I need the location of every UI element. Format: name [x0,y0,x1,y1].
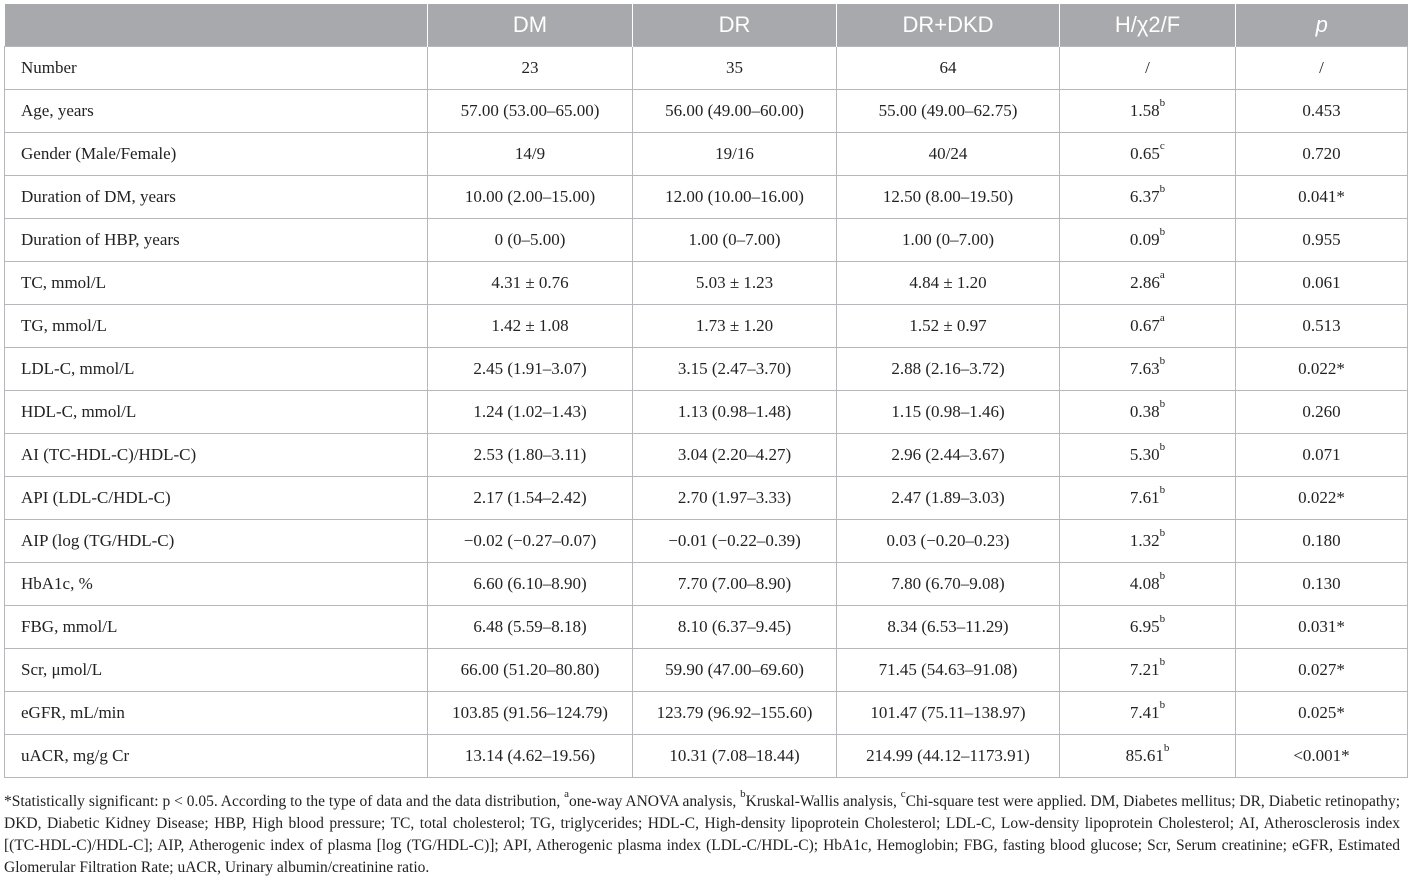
cell-statistic [1060,434,1236,477]
row-label [5,735,428,778]
cell-statistic-text: 7.21 [1129,660,1160,679]
table-row [5,219,1408,262]
cell-dr-dkd-text: 8.34 (6.53–11.29) [887,617,1009,636]
row-label [5,477,428,520]
row-label [5,133,428,176]
cell-p-value [1236,606,1408,649]
cell-statistic [1060,391,1236,434]
cell-dr-dkd-text: 2.88 (2.16–3.72) [891,359,1005,378]
cell-p-value-text: 0.041* [1298,187,1345,206]
cell-dr-text: 2.70 (1.97–3.33) [677,488,792,507]
cell-dm-text: −0.02 (−0.27–0.07) [463,531,597,550]
cell-statistic-text: 0.09 [1129,230,1160,249]
cell-dr-dkd-text: 71.45 (54.63–91.08) [878,660,1018,679]
cell-dm-text: 23 [521,58,539,77]
cell-p-value [1236,262,1408,305]
cell-statistic-text: 5.30 [1129,445,1160,464]
cell-p-value-text: 0.720 [1302,144,1341,163]
footnote-text-3: Kruskal-Wallis analysis, [745,793,901,810]
row-label [5,563,428,606]
table-row [5,606,1408,649]
cell-p-value-text: / [1319,58,1324,77]
statistic-superscript: a [1159,269,1165,282]
row-label-text: API (LDL-C/HDL-C) [21,488,171,507]
cell-dr [633,692,837,735]
table-row [5,434,1408,477]
table-header-row [5,4,1408,47]
row-label-text: Gender (Male/Female) [21,144,177,163]
cell-dm-text: 2.17 (1.54–2.42) [473,488,587,507]
cell-p-value-text: 0.027* [1298,660,1345,679]
cell-dr-text: 3.04 (2.20–4.27) [677,445,792,464]
cell-dr-dkd-text: 64 [939,58,957,77]
row-label [5,391,428,434]
cell-statistic [1060,735,1236,778]
cell-dm-text: 1.42 ± 1.08 [491,316,569,335]
cell-dm [428,305,633,348]
row-label [5,176,428,219]
cell-dr-dkd-text: 4.84 ± 1.20 [909,273,987,292]
row-label-text: TG, mmol/L [21,316,107,335]
row-label [5,606,428,649]
cell-dm [428,219,633,262]
statistic-superscript: b [1163,742,1170,755]
cell-statistic-text: 0.67 [1130,316,1160,335]
cell-statistic-text: 6.95 [1129,617,1160,636]
row-label-text: HDL-C, mmol/L [21,402,137,421]
cell-dm [428,176,633,219]
row-label-text: Age, years [21,101,94,120]
cell-p-value-text: 0.022* [1298,488,1345,507]
cell-p-value [1236,735,1408,778]
table-footnote [4,787,1401,879]
data-table [4,4,1408,778]
row-label-text: Scr, μmol/L [21,660,103,679]
row-label [5,47,428,90]
footnote-text-1: *Statistically significant: p < 0.05. According to the type of data and the data distribution, [4,793,565,810]
cell-dr-dkd [837,477,1060,520]
cell-dm [428,563,633,606]
statistic-superscript: b [1159,527,1166,540]
row-label-text: AIP (log (TG/HDL-C) [21,531,175,550]
cell-dr-dkd-text: 55.00 (49.00–62.75) [878,101,1018,120]
cell-dr-dkd-text: 1.15 (0.98–1.46) [891,402,1005,421]
cell-dm [428,133,633,176]
cell-statistic-text: 0.38 [1129,402,1160,421]
cell-dr-dkd [837,434,1060,477]
cell-p-value [1236,219,1408,262]
table-row [5,477,1408,520]
cell-dr-text: 5.03 ± 1.23 [695,273,774,292]
row-label [5,692,428,735]
cell-dm [428,262,633,305]
cell-dr-dkd-text: 7.80 (6.70–9.08) [891,574,1005,593]
cell-p-value-text: 0.955 [1302,230,1341,249]
cell-p-value-text: 0.031* [1298,617,1345,636]
statistic-superscript: c [1159,140,1165,153]
cell-dr-dkd-text: 12.50 (8.00–19.50) [882,187,1014,206]
statistic-superscript: b [1159,441,1166,454]
cell-statistic-text: 7.61 [1129,488,1160,507]
cell-dr-dkd [837,348,1060,391]
cell-dm [428,477,633,520]
cell-p-value-text: 0.180 [1302,531,1341,550]
cell-statistic [1060,133,1236,176]
cell-p-value [1236,391,1408,434]
cell-dr-dkd-text: 40/24 [928,144,968,163]
cell-dr-text: 7.70 (7.00–8.90) [677,574,792,593]
cell-dr [633,305,837,348]
statistic-superscript: b [1159,355,1166,368]
table-row [5,649,1408,692]
cell-dm [428,649,633,692]
cell-statistic [1060,649,1236,692]
table-row [5,391,1408,434]
header-p-value: p [1236,4,1408,47]
cell-dm [428,391,633,434]
cell-dr-dkd [837,520,1060,563]
cell-statistic [1060,520,1236,563]
cell-dm-text: 57.00 (53.00–65.00) [460,101,600,120]
table-row [5,176,1408,219]
cell-dr-dkd [837,219,1060,262]
cell-p-value [1236,520,1408,563]
cell-dr [633,391,837,434]
cell-dr [633,434,837,477]
cell-dr [633,735,837,778]
row-label [5,649,428,692]
cell-dr [633,477,837,520]
statistic-superscript: b [1159,97,1166,110]
cell-dr-text: 10.31 (7.08–18.44) [669,746,800,765]
statistic-superscript: b [1159,613,1166,626]
cell-dm-text: 13.14 (4.62–19.56) [464,746,596,765]
cell-dr-dkd [837,391,1060,434]
cell-p-value [1236,133,1408,176]
table-row [5,90,1408,133]
statistic-superscript: a [1159,312,1165,325]
row-label [5,219,428,262]
cell-statistic-text: 6.37 [1129,187,1160,206]
cell-statistic-text: 4.08 [1129,574,1160,593]
cell-statistic [1060,477,1236,520]
cell-dm-text: 0 (0–5.00) [494,230,566,249]
footnote-sup-b: b [740,787,746,800]
cell-dr-dkd [837,305,1060,348]
cell-statistic [1060,305,1236,348]
cell-dm [428,735,633,778]
cell-statistic [1060,47,1236,90]
footnote-text-4: Chi-square test were applied. DM, Diabetes mellitus; DR, Diabetic retinopathy; DKD, Diabetic Kidney Disease; HBP, High blood pressure; TC, total cholesterol; TG, triglycerides; HDL-C, High-density lipoprotein Cholesterol; LDL-C, Low-density lipoprotein Cholesterol; AI, Atherosclerosis index [(TC-HDL-C)/HDL-C]; AIP, Atherogenic index of plasma [log (TG/HDL-C)]; API, Atherogenic plasma index (LDL-C/HDL-C); HbA1c, Hemoglobin; FBG, fasting blood glucose; Scr, Serum creatinine; eGFR, Estimated Glomerular Filtration Rate; uACR, Urinary albumin/creatinine ratio. [4,793,1401,876]
cell-statistic [1060,90,1236,133]
cell-p-value-text: 0.513 [1302,316,1341,335]
row-label [5,305,428,348]
cell-dr [633,563,837,606]
row-label [5,348,428,391]
row-label [5,90,428,133]
cell-statistic-text: 0.65 [1130,144,1160,163]
cell-dr-dkd-text: 1.00 (0–7.00) [901,230,995,249]
table-row [5,735,1408,778]
cell-p-value-text: 0.025* [1298,703,1345,722]
cell-dr-text: 8.10 (6.37–9.45) [677,617,792,636]
row-label-text: HbA1c, % [21,574,93,593]
cell-statistic [1060,692,1236,735]
cell-dr-dkd-text: 1.52 ± 0.97 [909,316,987,335]
cell-statistic-text: 85.61 [1125,746,1164,765]
cell-p-value [1236,434,1408,477]
cell-dr-text: 1.00 (0–7.00) [688,230,781,249]
cell-dm [428,47,633,90]
header-label [5,4,428,47]
cell-statistic-text: 7.41 [1129,703,1160,722]
cell-statistic [1060,606,1236,649]
cell-dr-dkd [837,563,1060,606]
statistic-superscript: b [1159,484,1166,497]
row-label [5,520,428,563]
cell-statistic-text: 7.63 [1129,359,1160,378]
cell-dr-text: 3.15 (2.47–3.70) [677,359,792,378]
cell-dr-dkd-text: 214.99 (44.12–1173.91) [866,746,1030,765]
table-row [5,692,1408,735]
statistic-superscript: b [1159,570,1166,583]
table-row [5,563,1408,606]
cell-dm-text: 2.45 (1.91–3.07) [473,359,587,378]
cell-dm [428,434,633,477]
cell-dr-dkd [837,692,1060,735]
cell-dm [428,348,633,391]
cell-statistic [1060,176,1236,219]
cell-p-value [1236,90,1408,133]
cell-dm [428,692,633,735]
row-label [5,262,428,305]
cell-dr [633,649,837,692]
cell-p-value-text: 0.061 [1302,273,1341,292]
cell-dr [633,606,837,649]
cell-dr-text: 1.13 (0.98–1.48) [677,402,792,421]
cell-dr-text: 12.00 (10.00–16.00) [665,187,804,206]
table-body [5,47,1408,778]
cell-dr-text: 35 [726,58,743,77]
cell-dr [633,348,837,391]
cell-dr [633,262,837,305]
cell-dm-text: 6.60 (6.10–8.90) [473,574,587,593]
cell-dr-dkd [837,47,1060,90]
row-label-text: uACR, mg/g Cr [21,746,130,765]
row-label-text: Number [21,58,77,77]
cell-p-value [1236,348,1408,391]
row-label-text: eGFR, mL/min [21,703,125,722]
cell-dr-dkd-text: 2.47 (1.89–3.03) [891,488,1005,507]
cell-p-value-text: 0.260 [1302,402,1341,421]
cell-dr-dkd-text: 101.47 (75.11–138.97) [870,703,1026,722]
statistic-superscript: b [1159,183,1166,196]
table-row [5,348,1408,391]
cell-dm-text: 2.53 (1.80–3.11) [473,445,587,464]
cell-dm [428,90,633,133]
cell-dr-dkd [837,649,1060,692]
cell-p-value-text: 0.071 [1302,445,1341,464]
cell-p-value-text: 0.453 [1302,101,1341,120]
cell-dr-dkd [837,176,1060,219]
cell-dm-text: 1.24 (1.02–1.43) [473,402,587,421]
cell-dr-text: 123.79 (96.92–155.60) [656,703,813,722]
row-label-text: LDL-C, mmol/L [21,359,135,378]
header-dm: DM [428,4,633,47]
cell-statistic-text: / [1145,58,1150,77]
row-label-text: Duration of DM, years [21,187,176,206]
cell-dm-text: 4.31 ± 0.76 [491,273,569,292]
cell-dr-dkd-text: 0.03 (−0.20–0.23) [886,531,1010,550]
table-row [5,520,1408,563]
cell-p-value [1236,649,1408,692]
row-label-text: FBG, mmol/L [21,617,118,636]
row-label [5,434,428,477]
statistic-superscript: b [1159,226,1166,239]
cell-dr [633,47,837,90]
cell-dm [428,520,633,563]
cell-p-value [1236,47,1408,90]
cell-dr [633,219,837,262]
row-label-text: TC, mmol/L [21,273,106,292]
table-row [5,262,1408,305]
footnote-sup-a: a [564,787,570,800]
table-row [5,47,1408,90]
table-row [5,305,1408,348]
cell-dr-text: 59.90 (47.00–69.60) [665,660,804,679]
cell-statistic-text: 1.58 [1129,101,1160,120]
header-dr-dkd: DR+DKD [837,4,1060,47]
cell-dm [428,606,633,649]
cell-p-value-text: <0.001* [1293,746,1350,765]
cell-dr-dkd [837,735,1060,778]
cell-dm-text: 6.48 (5.59–8.18) [473,617,587,636]
cell-dr-text: 19/16 [715,144,754,163]
cell-dr [633,90,837,133]
cell-dm-text: 103.85 (91.56–124.79) [452,703,608,722]
cell-dr-dkd [837,90,1060,133]
cell-p-value-text: 0.022* [1298,359,1345,378]
cell-statistic-text: 2.86 [1130,273,1160,292]
table-row [5,133,1408,176]
cell-dr-dkd [837,606,1060,649]
cell-statistic-text: 1.32 [1129,531,1160,550]
cell-dr [633,176,837,219]
cell-statistic [1060,563,1236,606]
cell-dr-text: 1.73 ± 1.20 [695,316,774,335]
cell-statistic [1060,262,1236,305]
statistic-superscript: b [1159,398,1166,411]
cell-statistic [1060,219,1236,262]
cell-p-value [1236,692,1408,735]
cell-dr-dkd [837,133,1060,176]
cell-dr-dkd-text: 2.96 (2.44–3.67) [891,445,1005,464]
cell-dm-text: 14/9 [514,144,546,163]
cell-dm-text: 66.00 (51.20–80.80) [460,660,600,679]
cell-p-value-text: 0.130 [1302,574,1341,593]
cell-p-value [1236,477,1408,520]
cell-dr [633,520,837,563]
cell-dr-text: 56.00 (49.00–60.00) [665,101,804,120]
header-dr: DR [633,4,837,47]
cell-p-value [1236,176,1408,219]
cell-dr-dkd [837,262,1060,305]
statistic-superscript: b [1159,699,1166,712]
row-label-text: AI (TC-HDL-C)/HDL-C) [21,445,197,464]
cell-dm-text: 10.00 (2.00–15.00) [464,187,596,206]
statistic-superscript: b [1159,656,1166,669]
cell-dr-text: −0.01 (−0.22–0.39) [668,531,801,550]
footnote-text-2: one-way ANOVA analysis, [569,793,741,810]
data-table-container [4,4,1407,778]
cell-statistic [1060,348,1236,391]
footnote-sup-c: c [900,787,906,800]
cell-dr [633,133,837,176]
row-label-text: Duration of HBP, years [21,230,180,249]
header-statistic: H/χ2/F [1060,4,1236,47]
cell-p-value [1236,563,1408,606]
cell-p-value [1236,305,1408,348]
